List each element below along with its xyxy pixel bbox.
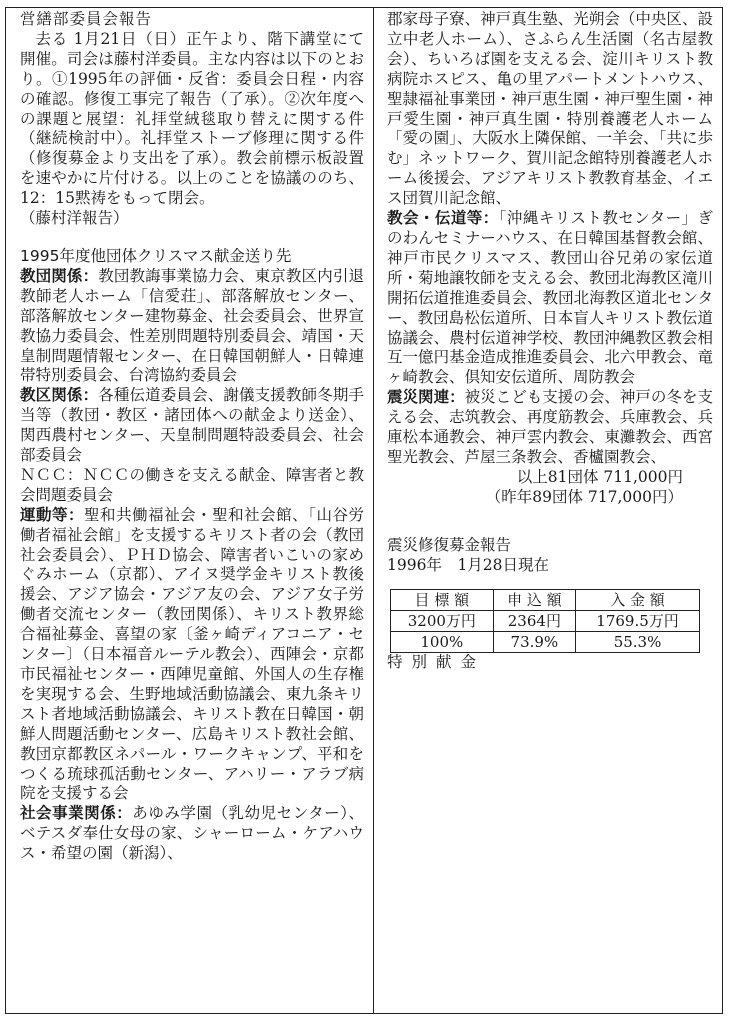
header-pledged: 申 込 額 [493, 590, 575, 611]
group-label: 教団関係： [20, 266, 99, 285]
header-target: 目 標 額 [391, 590, 494, 611]
group-text: 各種伝道委員会、謝儀支援教師冬期手当等（教団・教区・諸団体への献金より送金）、関西農村センター、天皇制問題特設委員会、社会部委員会 [20, 386, 364, 465]
percent-pledged: 73.9% [493, 632, 575, 653]
header-received: 入 金 額 [576, 590, 700, 611]
christmas-group [387, 209, 713, 388]
amount-target: 3200万円 [391, 611, 494, 632]
table-row-percents [391, 632, 700, 653]
column-divider [373, 8, 374, 1013]
quake-fund-title: 震災修復募金報告 [387, 535, 512, 554]
social-welfare-continued: 郡家母子寮、神戸真生塾、光朔会（中央区、設立中老人ホーム）、さふらん生活園（名古屋教会）、ちいろば園を支える会、淀川キリスト教病院ホスピス、亀の里アパートメントハウス、聖隷福祉事業団・神戸恵生園・神戸聖生園・神戸愛生園・神戸真生園・特別養護老人ホーム「愛の園」、大阪水上隣保館、一羊会、「共に歩む」ネットワーク、賀川記念館特別養護老人ホーム後援会、アジアキリスト教教育基金、イエス団賀川記念館、 [387, 10, 713, 208]
christmas-totals [387, 468, 713, 508]
committee-report-signature: （藤村洋報告） [20, 209, 129, 228]
amount-received: 1769.5万円 [576, 611, 700, 632]
quake-fund-table [390, 589, 700, 653]
christmas-group [387, 388, 713, 468]
christmas-group [20, 466, 364, 506]
percent-target: 100% [391, 632, 494, 653]
christmas-prev-year: （昨年89団体 717,000円） [485, 487, 683, 506]
special-offering-title: 特別献金 [387, 653, 486, 672]
percent-received: 55.3% [576, 632, 700, 653]
left-column [20, 10, 364, 864]
amount-pledged: 2364円 [493, 611, 575, 632]
christmas-title: 1995年度他団体クリスマス献金送り先 [20, 246, 292, 265]
christmas-group-social-welfare [20, 804, 364, 864]
table-header-row [391, 590, 700, 611]
group-text: 「沖縄キリスト教センター」ぎのわんセミナーハウス、在日韓国基督教会館、神戸市民クリスマス、教団山谷兄弟の家伝道所・菊地譲牧師を支える会、教団北海教区滝川開拓伝道推進委員会、教団北海教区道北センター、教団島松伝道所、日本盲人キリスト教伝道協議会、農村伝道神学校、教団沖縄教区教会相互一億円基金造成推進委員会、北六甲教会、竜ヶ崎教会、倶知安伝道所、周防教会 [387, 209, 713, 387]
quake-fund-date: 1996年 1月28日現在 [387, 555, 550, 574]
group-label: 社会事業関係： [20, 804, 133, 823]
committee-report-body: 去る 1月21日（日）正午より、階下講堂にて開催。司会は藤村洋委員。主な内容は以下のとおり。①1995年の評価・反省：委員会日程・内容の確認。修復工事完了報告（了承）。②次年度への課題と展望：礼拝堂絨毯取り替えに関する件（継続検討中）。礼拝堂ストーブ修理に関する件（修復募金より支出を了承）。教会前標示板設置を速やかに片付ける。以上のことを協議ののち、12：15黙祷をもって閉会。 [20, 29, 364, 208]
group-label: 震災関連： [387, 388, 465, 407]
christmas-total: 以上81団体 711,000円 [516, 467, 683, 486]
committee-report-title: 営繕部委員会報告 [20, 10, 153, 28]
table-row-amounts [391, 611, 700, 632]
group-text: 被災こども支援の会、神戸の冬を支える会、志筑教会、再度筋教会、兵庫教会、兵庫松本通教会、神戸雲内教会、東灘教会、西宮聖光教会、芦屋三条教会、香櫨園教会、 [387, 388, 713, 466]
christmas-group [20, 506, 364, 805]
newsletter-page [5, 7, 723, 1014]
group-label: 教区関係： [20, 386, 99, 405]
right-column [387, 10, 713, 673]
group-label: 運動等： [20, 505, 85, 524]
christmas-group [20, 267, 364, 386]
group-text: 聖和共働福祉会・聖和社会館、「山谷労働者福祉会館」を支援するキリスト者の会（教団社会委員会）、ＰＨＤ協会、障害者いこいの家めぐみホーム（京都）、アイヌ奨学金キリスト教後援会、アジア協会・アジア友の会、アジア女子労働者交流センター（教団関係）、キリスト教界総合福祉募金、喜望の家〔釜ヶ崎ディアコニア・センター〕（日本福音ルーテル教会）、西陣会・京都市民福祉センター・西陣児童館、外国人の生存権を実現する会、生野地域活動協議会、東九条キリスト者地域活動協議会、キリスト教在日韓国・朝鮮人問題活動センター、広島キリスト教社会館、教団京都教区ネパール・ワークキャンプ、平和をつくる琉球孤活動センター、アハリー・アラブ病院を支援する会 [20, 505, 364, 803]
group-text-part1: あゆみ学園（乳幼児センター）、ベテスダ奉仕女母の家、シャーローム・ケアハウス・希望の園（新潟）、 [20, 804, 364, 863]
group-label: 教会・伝道等： [387, 209, 499, 228]
group-text: 教団教誨事業協力会、東京教区内引退教師老人ホーム「信愛荘」、部落解放センター、部落解放センター建物募金、社会委員会、世界宣教協力委員会、性差別問題特別委員会、靖国・天皇制問題情報センター、在日韓国朝鮮人・日韓連帯特別委員会、台湾協約委員会 [20, 266, 364, 385]
christmas-group [20, 386, 364, 466]
group-text: ＮＣＣ：ＮＣＣの働きを支える献金、障害者と教会問題委員会 [20, 465, 364, 504]
